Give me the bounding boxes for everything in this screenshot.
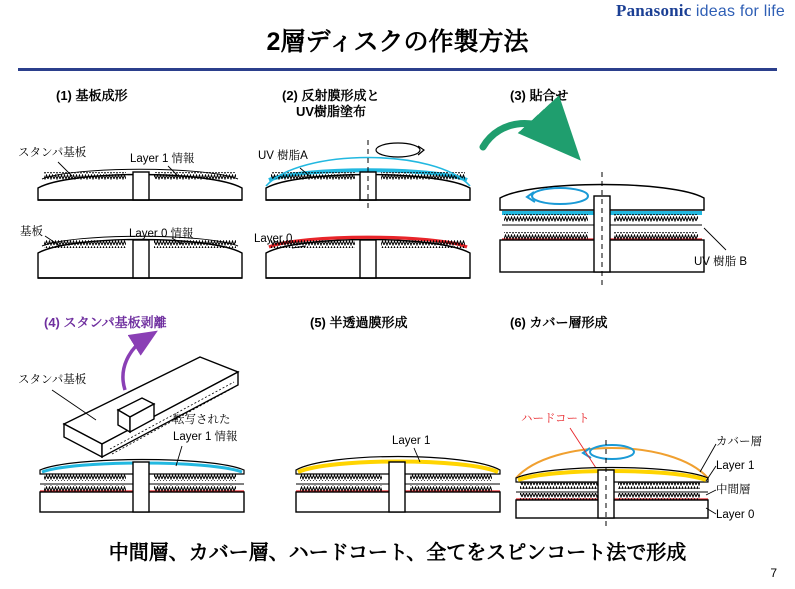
- label-transferred-line1: 転写された: [173, 414, 231, 426]
- label-stamper-substrate-1: スタンパ基板: [18, 147, 87, 159]
- step-1-heading: (1) 基板成形: [56, 88, 128, 103]
- label-cover-layer: カバー層: [716, 436, 762, 448]
- label-hard-coat: ハードコート: [521, 413, 590, 425]
- page-title: 2層ディスクの作製方法: [266, 28, 529, 56]
- label-layer0: Layer 0: [254, 233, 293, 245]
- step3-bonded-disc: [500, 172, 704, 286]
- summary-message: 中間層、カバー層、ハードコート、全てをスピンコート法で形成: [108, 542, 687, 564]
- label-intermediate-layer: 中間層: [716, 484, 751, 496]
- label-layer1: Layer 1: [392, 435, 431, 447]
- label-transferred-line2: Layer 1 情報: [173, 431, 238, 443]
- step-4-heading: (4) スタンパ基板剥離: [44, 315, 167, 330]
- figure-step1: [38, 162, 242, 278]
- figure-step5: [296, 448, 500, 512]
- label-uv-resin-b: UV 樹脂 B: [694, 256, 748, 268]
- step-6-heading: (6) カバー層形成: [510, 315, 608, 330]
- step-3-heading: (3) 貼合せ: [510, 88, 569, 103]
- step-2-heading-line2: UV樹脂塗布: [296, 104, 367, 119]
- brand-name: Panasonic: [615, 1, 692, 20]
- step4-remaining-stack: [40, 460, 244, 513]
- step1-upper-disc: [38, 169, 242, 200]
- figure-step3: [483, 123, 726, 286]
- label-substrate: 基板: [20, 226, 43, 238]
- label-stamper-substrate-2: スタンパ基板: [18, 374, 87, 386]
- label-layer1-right: Layer 1: [716, 460, 755, 472]
- brand-tagline: ideas for life: [695, 3, 785, 20]
- label-uv-resin-a: UV 樹脂A: [258, 150, 308, 162]
- step1-lower-disc: [38, 236, 242, 278]
- step-5-heading: (5) 半透過膜形成: [310, 315, 408, 330]
- page-number: 7: [770, 566, 777, 580]
- label-layer0-right: Layer 0: [716, 509, 755, 521]
- figure-step6: [516, 428, 716, 528]
- label-layer1-info: Layer 1 情報: [130, 153, 195, 165]
- step2-lower-disc: [266, 237, 470, 278]
- label-layer0-info: Layer 0 情報: [129, 228, 194, 240]
- step-2-heading-line1: (2) 反射膜形成と: [282, 88, 380, 103]
